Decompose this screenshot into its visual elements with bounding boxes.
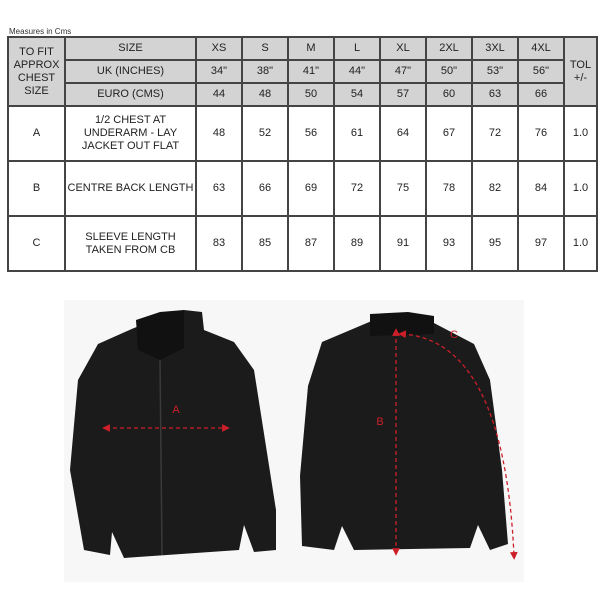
uk-value: 53" bbox=[472, 60, 518, 83]
measure-value: 87 bbox=[288, 216, 334, 271]
uk-value: 56" bbox=[518, 60, 564, 83]
label-a: A bbox=[172, 404, 180, 416]
measure-value: 67 bbox=[426, 106, 472, 161]
measure-value: 84 bbox=[518, 161, 564, 216]
measure-value: 69 bbox=[288, 161, 334, 216]
measure-value: 95 bbox=[472, 216, 518, 271]
tolerance-value: 1.0 bbox=[564, 216, 597, 271]
size-header-row bbox=[8, 37, 597, 60]
size-l: L bbox=[334, 37, 380, 60]
measure-value: 78 bbox=[426, 161, 472, 216]
measure-value: 72 bbox=[334, 161, 380, 216]
measure-row-c bbox=[8, 216, 597, 271]
measure-value: 63 bbox=[196, 161, 242, 216]
tolerance-value: 1.0 bbox=[564, 106, 597, 161]
euro-value: 63 bbox=[472, 83, 518, 106]
measure-value: 66 bbox=[242, 161, 288, 216]
uk-value: 50" bbox=[426, 60, 472, 83]
euro-value: 50 bbox=[288, 83, 334, 106]
euro-label: EURO (CMS) bbox=[65, 83, 196, 106]
size-4xl: 4XL bbox=[518, 37, 564, 60]
size-2xl: 2XL bbox=[426, 37, 472, 60]
uk-value: 47" bbox=[380, 60, 426, 83]
tolerance-label: TOL +/- bbox=[564, 37, 597, 106]
uk-row bbox=[8, 60, 597, 83]
measure-description: 1/2 CHEST AT UNDERARM - LAY JACKET OUT FLAT bbox=[65, 106, 196, 161]
euro-value: 57 bbox=[380, 83, 426, 106]
size-m: M bbox=[288, 37, 334, 60]
label-c: C bbox=[450, 329, 458, 341]
measure-value: 93 bbox=[426, 216, 472, 271]
measure-value: 72 bbox=[472, 106, 518, 161]
measure-value: 91 bbox=[380, 216, 426, 271]
measure-value: 85 bbox=[242, 216, 288, 271]
measure-value: 52 bbox=[242, 106, 288, 161]
uk-value: 44" bbox=[334, 60, 380, 83]
size-s: S bbox=[242, 37, 288, 60]
measure-value: 83 bbox=[196, 216, 242, 271]
uk-label: UK (INCHES) bbox=[65, 60, 196, 83]
uk-value: 38" bbox=[242, 60, 288, 83]
size-chart-table bbox=[7, 36, 598, 272]
measure-description: CENTRE BACK LENGTH bbox=[65, 161, 196, 216]
size-3xl: 3XL bbox=[472, 37, 518, 60]
measure-value: 64 bbox=[380, 106, 426, 161]
measure-value: 76 bbox=[518, 106, 564, 161]
back-collar bbox=[370, 312, 434, 336]
euro-value: 60 bbox=[426, 83, 472, 106]
euro-value: 66 bbox=[518, 83, 564, 106]
euro-value: 48 bbox=[242, 83, 288, 106]
measures-caption: Measures in Cms bbox=[9, 27, 72, 36]
measure-description: SLEEVE LENGTH TAKEN FROM CB bbox=[65, 216, 196, 271]
measurement-diagram bbox=[64, 300, 524, 582]
measure-row-a bbox=[8, 106, 597, 161]
measure-value: 97 bbox=[518, 216, 564, 271]
size-label: SIZE bbox=[65, 37, 196, 60]
tolerance-value: 1.0 bbox=[564, 161, 597, 216]
measure-value: 75 bbox=[380, 161, 426, 216]
uk-value: 34" bbox=[196, 60, 242, 83]
measure-code: B bbox=[8, 161, 65, 216]
euro-value: 44 bbox=[196, 83, 242, 106]
measure-value: 82 bbox=[472, 161, 518, 216]
measure-value: 48 bbox=[196, 106, 242, 161]
measure-value: 56 bbox=[288, 106, 334, 161]
size-xl: XL bbox=[380, 37, 426, 60]
label-b: B bbox=[376, 416, 384, 428]
measure-row-b bbox=[8, 161, 597, 216]
euro-value: 54 bbox=[334, 83, 380, 106]
measure-value: 89 bbox=[334, 216, 380, 271]
measure-value: 61 bbox=[334, 106, 380, 161]
measure-code: A bbox=[8, 106, 65, 161]
size-xs: XS bbox=[196, 37, 242, 60]
fit-chest-label: TO FIT APPROX CHEST SIZE bbox=[8, 37, 65, 106]
euro-row bbox=[8, 83, 597, 106]
measure-code: C bbox=[8, 216, 65, 271]
uk-value: 41" bbox=[288, 60, 334, 83]
